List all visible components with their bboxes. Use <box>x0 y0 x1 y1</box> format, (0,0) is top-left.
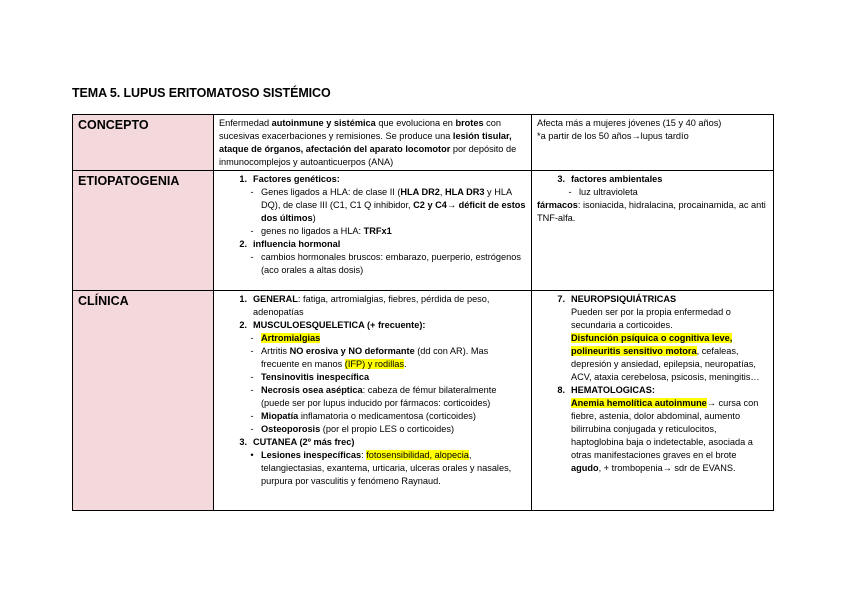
etiopatogenia-right <box>532 171 774 291</box>
list-item: • Lesiones inespecíficas: fotosensibilidad, alopecia, telangiectasias, exantema, urticaria, ulceras orales y nasales, purpura por vasculitis y fenómeno Raynaud. <box>250 450 512 486</box>
concepto-epidemiology: Afecta más a mujeres jóvenes (15 y 40 años) *a partir de los 50 años→lupus tardío <box>532 115 774 171</box>
list-item: - Artromialgias <box>250 333 321 343</box>
list-item: 1. GENERAL: fatiga, artromialgias, fiebres, pérdida de peso, adenopatías <box>239 294 490 317</box>
list-item: 8. HEMATOLOGICAS: <box>557 385 655 395</box>
row-concepto <box>73 115 774 171</box>
list-item: - Artritis NO erosiva y NO deformante (dd con AR). Mas frecuente en manos (IFP) y rodillas. <box>250 346 489 369</box>
concepto-definition: Enfermedad autoinmune y sistémica que evoluciona en brotes con sucesivas exacerbaciones y remisiones. Se produce una lesión tisular, ataque de órganos, afectación del aparato locomotor por depósito de inmunocomplejos y autoanticuerpos (ANA) <box>214 115 532 171</box>
drugs-paragraph: fármacos: isoniacida, hidralacina, procainamida, ac anti TNF-alfa. <box>537 200 766 223</box>
hemato-text: Anemia hemolítica autoinmune→ cursa con fiebre, astenia, dolor abdominal, aumento bilirrubina conjugada y reticulocitos, haptoglobina baja o indetectable, asociada a otras manifestaciones graves en el brote agudo, + trombopenia→ sdr de EVANS. <box>571 398 759 473</box>
list-item: 2. MUSCULOESQUELETICA (+ frecuente): <box>239 320 426 330</box>
list-item: - Osteoporosis (por el propio LES o corticoides) <box>250 424 455 434</box>
document-title: TEMA 5. LUPUS ERITOMATOSO SISTÉMICO <box>72 86 331 100</box>
row-label-concepto: CONCEPTO <box>73 115 214 171</box>
neuro-text: Pueden ser por la propia enfermedad o secundaria a corticoides. Disfunción psíquica o cognitiva leve, polineuritis sensitivo motora, cefaleas, depresión y ansiedad, epilepsia, neuropatías, ACV, ataxia cerebelosa, psicosis, meningitis… <box>571 307 760 382</box>
list-item: - Miopatía inflamatoria o medicamentosa (corticoides) <box>250 411 476 421</box>
list-item: 2. influencia hormonal <box>239 239 341 249</box>
row-label-etiopatogenia: ETIOPATOGENIA <box>73 171 214 291</box>
list-item: - Genes ligados a HLA: de clase II (HLA DR2, HLA DR3 y HLA DQ), de clase III (C1, C1 Q inhibidor, C2 y C4→ déficit de estos dos últimos) <box>250 187 526 223</box>
list-item: 3. factores ambientales <box>557 174 663 184</box>
list-item: 3. CUTANEA (2º más frec) <box>239 437 355 447</box>
list-item: - Tensinovitis inespecífica <box>250 372 370 382</box>
list-item: 1. Factores genéticos: <box>239 174 340 184</box>
clinica-right <box>532 291 774 511</box>
row-etiopatogenia <box>73 171 774 291</box>
list-item: - genes no ligados a HLA: TRFx1 <box>250 226 392 236</box>
clinica-left <box>214 291 532 511</box>
topic-table <box>72 114 774 511</box>
list-item: - cambios hormonales bruscos: embarazo, puerperio, estrógenos (aco orales a altas dosis) <box>250 252 521 275</box>
row-label-clinica: CLÍNICA <box>73 291 214 511</box>
list-item: - Necrosis osea aséptica: cabeza de fémur bilateralmente (puede ser por lupus inducido por fármacos: corticoides) <box>250 385 497 408</box>
row-clinica <box>73 291 774 511</box>
list-item: - luz ultravioleta <box>568 187 638 197</box>
list-item: 7. NEUROPSIQUIÁTRICAS <box>557 294 677 304</box>
etiopatogenia-left <box>214 171 532 291</box>
